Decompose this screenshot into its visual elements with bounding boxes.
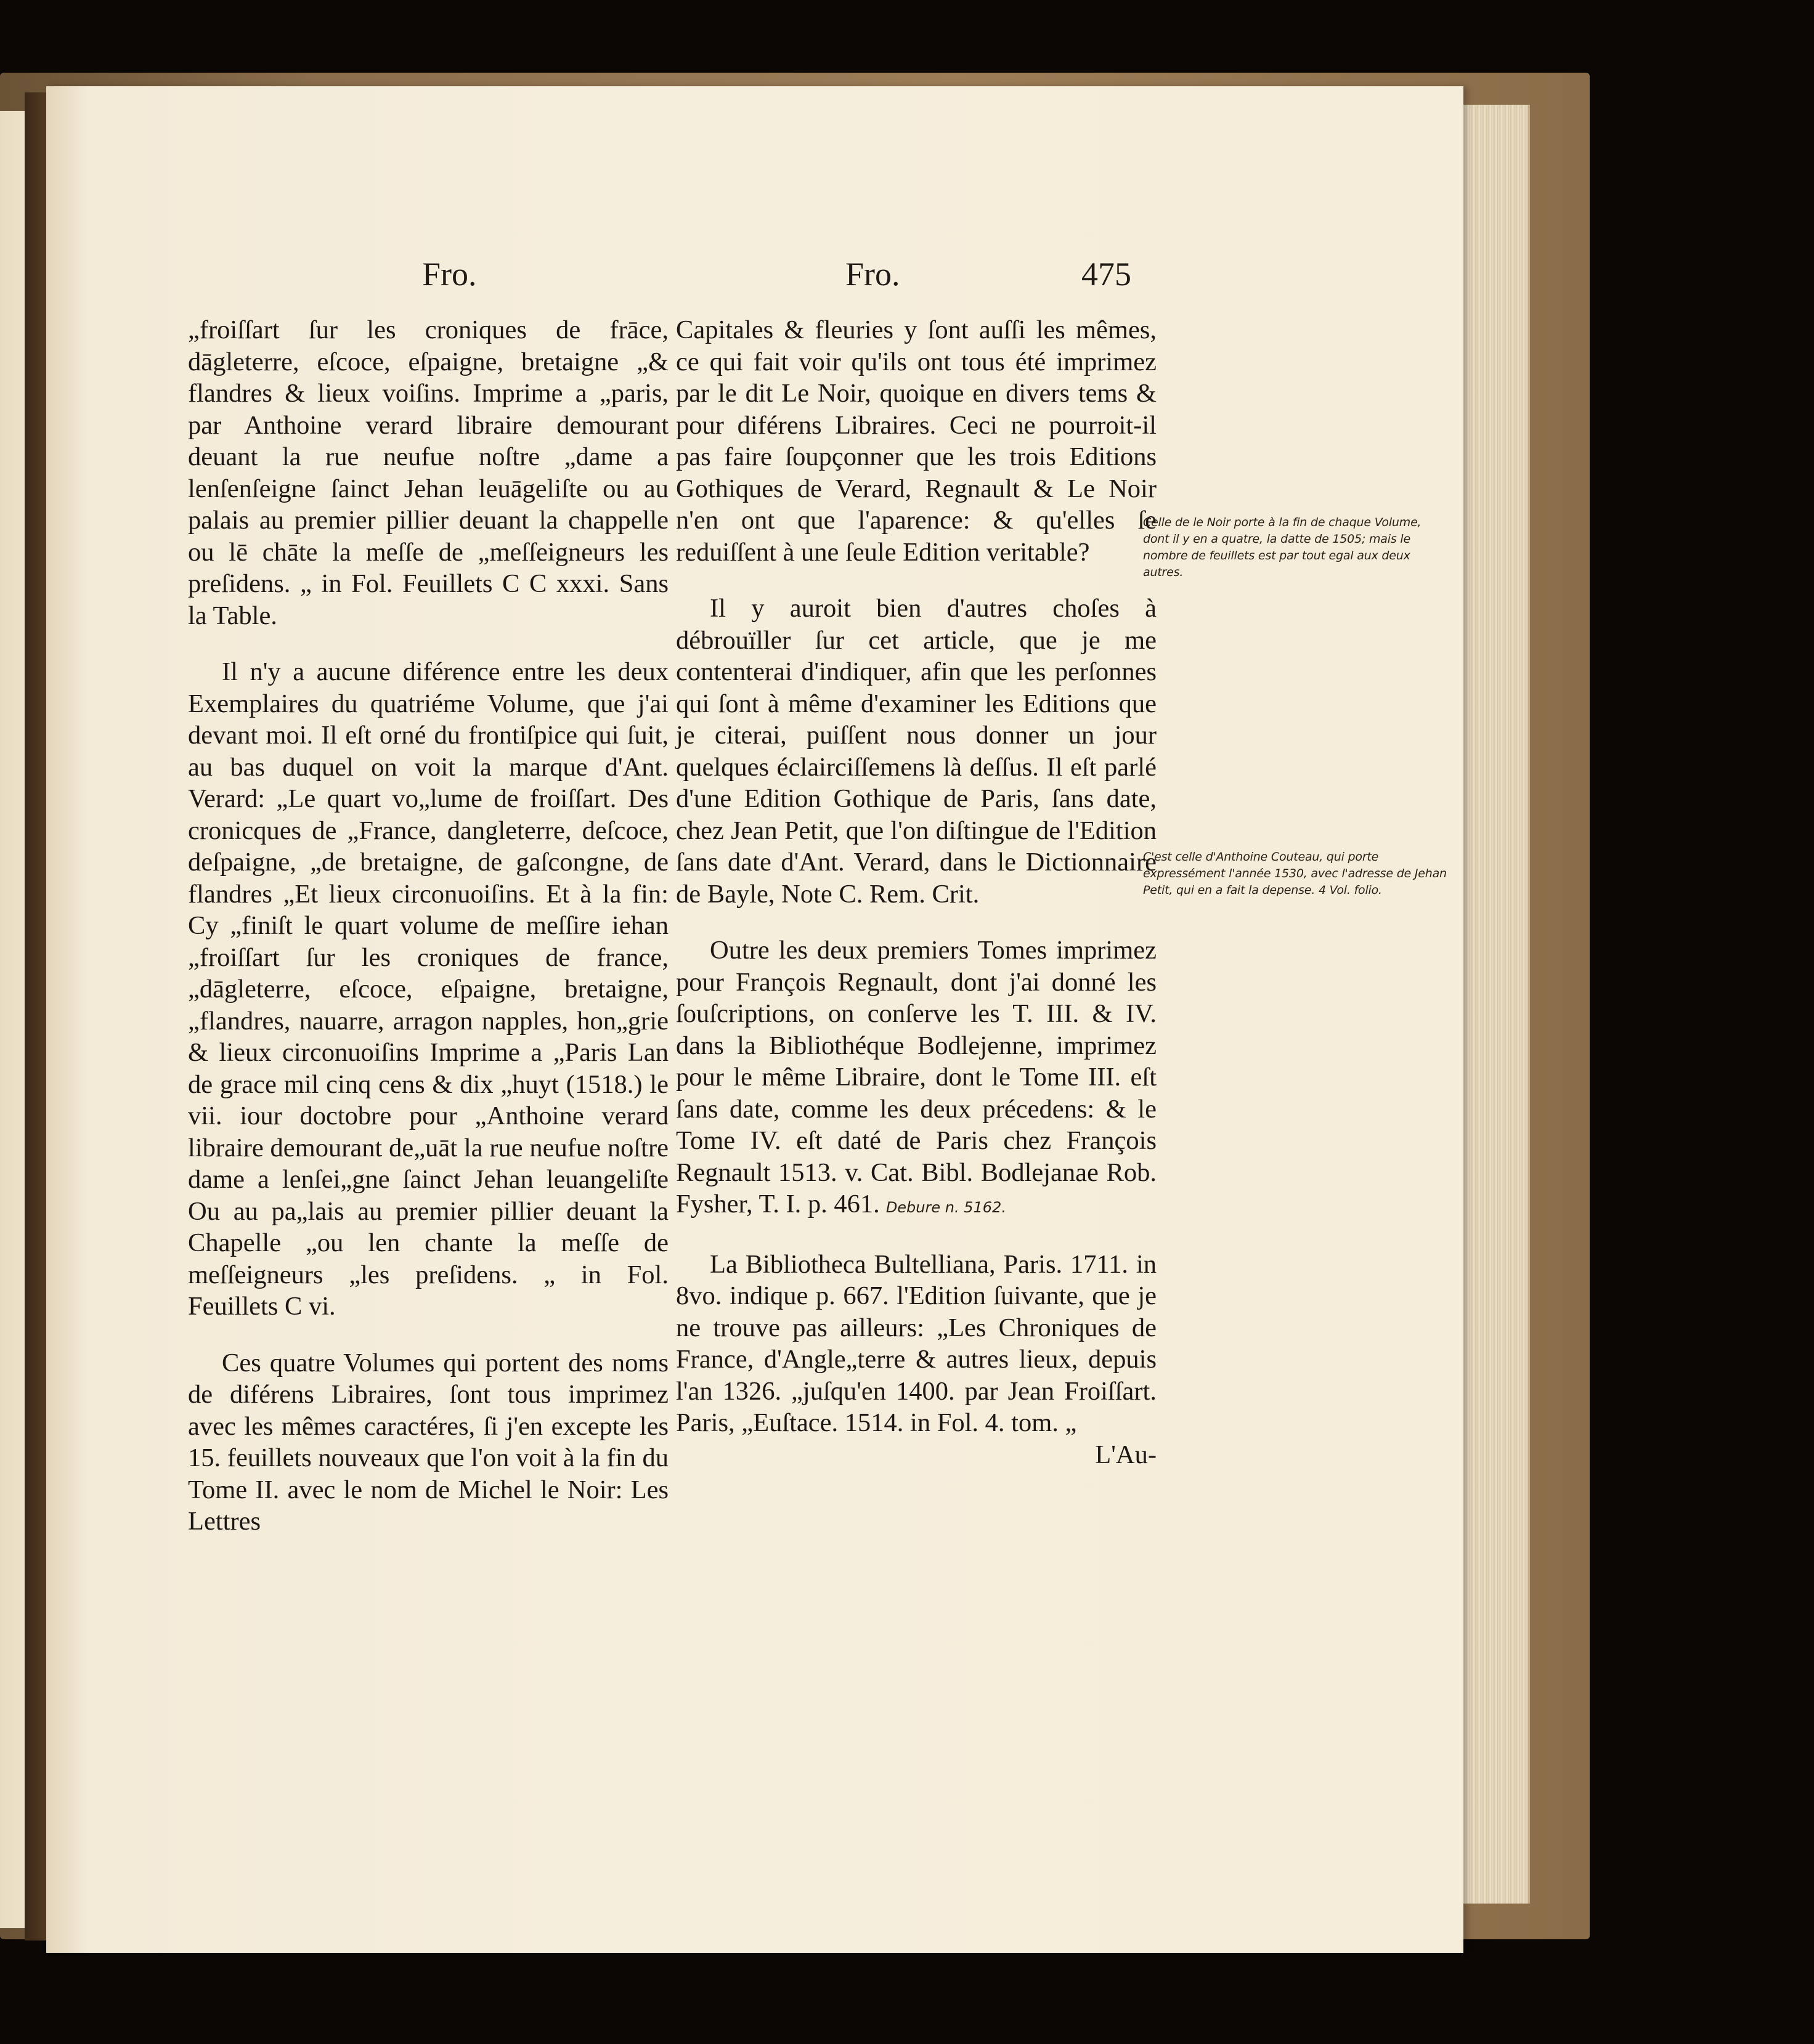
right-text-column	[676, 314, 1157, 1470]
paragraph: Il y auroit bien d'autres choſes à débrouïller ſur cet article, que je me contenterai d'indiquer, afin que les perſonnes qui ſont à même d'examiner les Editions que je citerai, puiſſent nous donner un jour quelques éclairciſſemens là deſſus. Il eſt parlé d'une Edition Gothique de Paris, ſans date, chez Jean Petit, que l'on diſtingue de l'Edition ſans date d'Ant. Verard, dans le Dictionnaire de Bayle, Note C. Rem. Crit.	[676, 594, 1157, 909]
paragraph: Capitales & fleuries y ſont auſſi les mêmes, ce qui fait voir qu'ils ont tous été imprimez par le dit Le Noir, quoique en divers tems & pour diférens Libraires. Ceci ne pourroit-il pas faire ſoupçonner que les trois Editions Gothiques de Verard, Regnault & Le Noir n'en ont que l'aparence: & qu'elles ſe reduiſſent à une ſeule Edition veritable?	[676, 315, 1157, 567]
page-number: 475	[1081, 256, 1131, 293]
paragraph: La Bibliotheca Bultelliana, Paris. 1711. in 8vo. indique p. 667. l'Edition ſuivante, que je ne trouve pas ailleurs: „Les Chroniques de France, d'Angle„terre & autres lieux, depuis l'an 1326. „juſqu'en 1400. par Jean Froiſſart. Paris, „Euſtace. 1514. in Fol. 4. tom. „	[676, 1249, 1157, 1437]
paragraph-text: Outre les deux premiers Tomes imprimez pour François Regnault, dont j'ai donné les ſouſcriptions, on conſerve les T. III. & IV. dans la Bibliothéque Bodlejenne, imprimez pour le même Libraire, dont le Tome III. eſt ſans date, comme les deux précedens: & le Tome IV. eſt daté de Paris chez François Regnault 1513. v. Cat. Bibl. Bodlejanae Rob. Fysher, T. I. p. 461.	[676, 936, 1157, 1219]
handwritten-margin-note: C'est celle d'Anthoine Couteau, qui porte expressément l'année 1530, avec l'adresse de Jehan Petit, qui en a fait la depense. 4 Vol. folio.	[1143, 850, 1447, 897]
running-head-left: Fro.	[422, 256, 477, 293]
paragraph: „froiſſart ſur les croniques de frāce, dāgleterre, eſcoce, eſpaigne, bretaigne „& flandres & lieux voiſins. Imprime a „paris, par Anthoine verard libraire demourant deuant la rue neufue noſtre „dame a lenſenſeigne ſainct Jehan leuāgeliſte ou au palais au premier pillier deuant la chappelle ou lē chāte la meſſe de „meſſeigneurs les preſidens. „ in Fol. Feuillets C C xxxi. Sans la Table.	[188, 315, 669, 630]
handwritten-reference: Debure n. 5162.	[885, 1199, 1006, 1216]
paragraph: Ces quatre Volumes qui portent des noms de diférens Libraires, ſont tous imprimez avec les mêmes caractéres, ſi j'en excepte les 15. feuillets nouveaux que l'on voit à la fin du Tome II. avec le nom de Michel le Noir: Les Lettres	[188, 1348, 669, 1536]
catchword: L'Au-	[1095, 1440, 1157, 1469]
paragraph	[676, 935, 1157, 1224]
running-head-right: Fro.	[845, 256, 900, 293]
left-text-column	[188, 314, 669, 1538]
paragraph: Il n'y a aucune diférence entre les deux Exemplaires du quatriéme Volume, que j'ai devant moi. Il eſt orné du frontiſpice qui ſuit, au bas duquel on voit la marque d'Ant. Verard: „Le quart vo„lume de froiſſart. Des cronicques de „France, dangleterre, deſcoce, deſpaigne, „de bretaigne, de gaſcongne, de flandres „Et lieux circonuoiſins. Et à la fin: Cy „finiſt le quart volume de meſſire iehan „froiſſart ſur les croniques de france, „dāgleterre, eſcoce, eſpaigne, bretaigne, „flandres, nauarre, arragon napples, hon„grie & lieux circonuoiſins Imprime a „Paris Lan de grace mil cinq cens & dix „huyt (1518.) le vii. iour doctobre pour „Anthoine verard libraire demourant de„uāt la rue neufue noſtre dame a lenſei„gne ſainct Jehan leuangeliſte Ou au pa„lais au premier pillier deuant la Chapelle „ou len chante la meſſe de meſſeigneurs „les preſidens. „ in Fol. Feuillets C vi.	[188, 657, 669, 1321]
handwritten-margin-note: Celle de le Noir porte à la fin de chaque Volume, dont il y en a quatre, la datte de 1505; mais le nombre de feuillets est par tout egal aux deux autres.	[1143, 516, 1422, 579]
